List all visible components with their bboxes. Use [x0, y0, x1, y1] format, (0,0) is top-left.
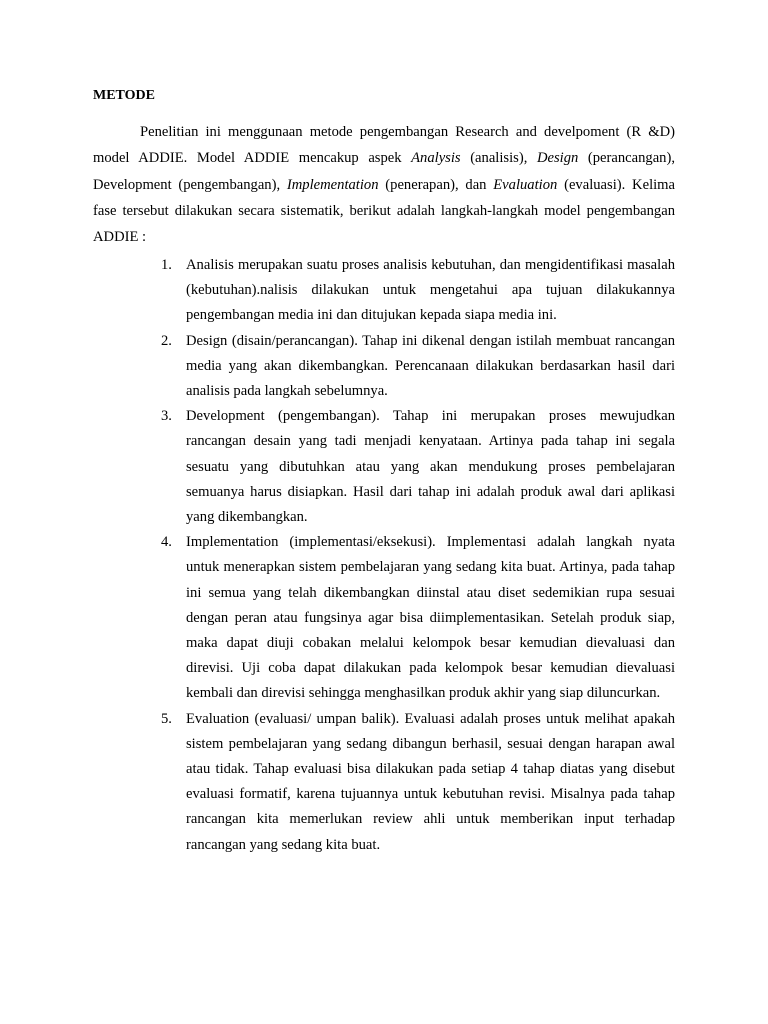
section-heading: METODE	[93, 88, 155, 103]
addie-steps-list	[93, 253, 675, 858]
intro-text-2: (analisis),	[460, 150, 537, 167]
intro-term-evaluation: Evaluation	[493, 176, 558, 193]
list-item-number: 2.	[161, 332, 172, 349]
intro-text-5: (evaluasi). Kelima fase tersebut dilakukan secara sistematik, berikut adalah langkah-langkah model pengembangan ADDIE :	[93, 176, 676, 246]
list-item-analysis	[93, 253, 675, 329]
list-item-number: 1.	[161, 257, 172, 273]
intro-text-4: (penerapan), dan	[378, 176, 494, 193]
list-item-number: 4.	[161, 534, 172, 551]
list-item-number: 3.	[161, 408, 172, 425]
list-item-implementation	[93, 530, 675, 706]
list-item-text: Implementation (implementasi/eksekusi). Implementasi adalah langkah nyata untuk menerapkan sistem pembelajaran yang sedang kita buat. Artinya, pada tahap ini semua yang telah dikembangkan diinstal atau diset sedemikian rupa sesuai dengan peran atau fungsinya agar bisa diimplementasikan. Setelah produk siap, maka dapat diuji cobakan melalui kelompok besar kemudian dievaluasi dan direvisi. Uji coba dapat dilakukan pada kelompok besar kemudian dievaluasi kembali dan direvisi sehingga menghasilkan produk akhir yang siap diluncurkan.	[186, 534, 675, 702]
intro-text-3: (perancangan), Development (pengembangan),	[93, 150, 675, 193]
list-item-text: Analisis merupakan suatu proses analisis kebutuhan, dan mengidentifikasi masalah (kebutuhan).nalisis dilakukan untuk mengetahui apa tujuan dilakukannya pengembangan media ini dan ditujukan kepada siapa media ini.	[186, 257, 675, 324]
list-item-text: Design (disain/perancangan). Tahap ini dikenal dengan istilah membuat rancangan media yang akan dikembangkan. Perencanaan dilakukan berdasarkan hasil dari analisis pada langkah sebelumnya.	[186, 332, 675, 400]
list-item-number: 5.	[161, 710, 172, 727]
intro-term-analysis: Analysis	[411, 150, 461, 167]
intro-term-implementation: Implementation	[286, 176, 379, 193]
list-item-text: Development (pengembangan). Tahap ini merupakan proses mewujudkan rancangan desain yang tadi menjadi kenyataan. Artinya pada tahap ini segala sesuatu yang dibutuhkan atau yang akan mendukung proses pembelajaran semuanya harus disiapkan. Hasil dari tahap ini adalah produk awal dari aplikasi yang dikembangkan.	[186, 408, 675, 526]
intro-term-design: Design	[536, 150, 579, 167]
list-item-design	[93, 329, 675, 405]
list-item-development	[93, 404, 675, 530]
list-item-text: Evaluation (evaluasi/ umpan balik). Evaluasi adalah proses untuk melihat apakah sistem pembelajaran yang sedang dibangun berhasil, sesuai dengan harapan awal atau tidak. Tahap evaluasi bisa dilakukan pada setiap 4 tahap diatas yang disebut evaluasi formatif, karena tujuannya untuk kebutuhan revisi. Misalnya pada tahap rancangan kita memerlukan review ahli untuk memberikan input terhadap rancangan yang sedang kita buat.	[186, 710, 675, 853]
list-item-evaluation	[93, 707, 675, 858]
intro-paragraph	[93, 119, 675, 250]
intro-text-1: Penelitian ini menggunaan metode pengembangan Research and develpoment (R &D) model ADDIE. Model ADDIE mencakup aspek	[93, 124, 675, 167]
